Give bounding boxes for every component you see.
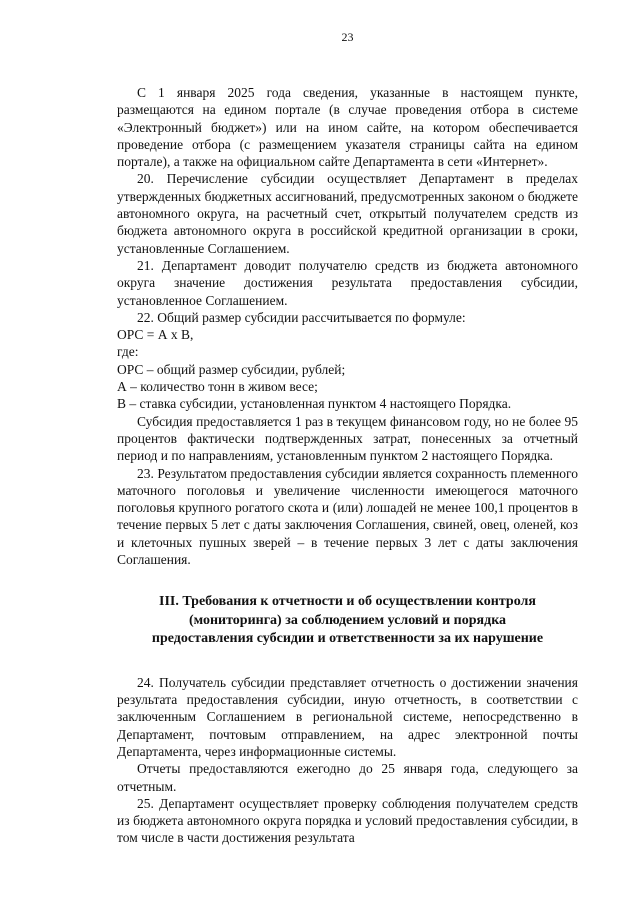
- paragraph-24: 24. Получатель субсидии представляет отчетность о достижении значения результата предоставления субсидии, иную отчетность, в соответствии с заключенным Соглашением в региональной системе, непосредственно в Департамент, почтовым отправлением, на адрес электронной почты Департамента, через информационные системы.: [117, 674, 578, 759]
- formula-line: ОРС – общий размер субсидии, рублей;: [117, 361, 346, 377]
- paragraph-25: 25. Департамент осуществляет проверку соблюдения получателем средств из бюджета автономного округа порядка и условий предоставления субсидии, в том числе в части достижения результата: [117, 795, 578, 846]
- formula-line: ОРС = А х В,: [117, 327, 194, 343]
- formula-line: А – количество тонн в живом весе;: [117, 379, 318, 395]
- page-number: 23: [341, 30, 354, 44]
- paragraph: Субсидия предоставляется 1 раз в текущем финансовом году, но не более 95 процентов фактически подтвержденных затрат, понесенных за отчетный период и по направлениям, установленным пунктом 2 настоящего Порядка.: [117, 413, 578, 464]
- formula-line: В – ставка субсидии, установленная пунктом 4 настоящего Порядка.: [117, 396, 512, 412]
- formula-line: где:: [117, 344, 139, 360]
- paragraph-20: 20. Перечисление субсидии осуществляет Департамент в пределах утвержденных бюджетных ассигнований, предусмотренных законом о бюджете автономного округа, на расчетный счет, открытый получателем средств из бюджета автономного округа в российской кредитной организации в сроки, установленные Соглашением.: [117, 171, 578, 256]
- section-heading: [117, 593, 578, 649]
- paragraph-22: 22. Общий размер субсидии рассчитывается по формуле:: [137, 309, 466, 325]
- section-heading-line: III. Требования к отчетности и об осуществлении контроля: [159, 594, 536, 610]
- paragraph: Отчеты предоставляются ежегодно до 25 января года, следующего за отчетным.: [117, 761, 578, 794]
- paragraph: С 1 января 2025 года сведения, указанные в настоящем пункте, размещаются на едином портале (в случае проведения отбора в системе «Электронный бюджет») или на ином сайте, на котором обеспечивается проведение отбора (с размещением указателя страницы сайта на едином портале), а также на официальном сайте Департамента в сети «Интернет».: [117, 85, 578, 170]
- section-heading-line: (мониторинга) за соблюдением условий и порядка: [188, 612, 507, 628]
- paragraph-21: 21. Департамент доводит получателю средств из бюджета автономного округа значение достижения результата предоставления субсидии, установленное Соглашением.: [117, 257, 578, 308]
- section-heading-line: предоставления субсидии и ответственности за их нарушение: [151, 631, 544, 647]
- paragraph-23: 23. Результатом предоставления субсидии является сохранность племенного маточного поголовья и увеличение численности имеющегося маточного поголовья крупного рогатого скота и (или) лошадей не менее 100,1 процентов в течение первых 5 лет с даты заключения Соглашения, свиней, овец, оленей, коз и клеточных пушных зверей – в течение первых 3 лет с даты заключения Соглашения.: [117, 465, 578, 568]
